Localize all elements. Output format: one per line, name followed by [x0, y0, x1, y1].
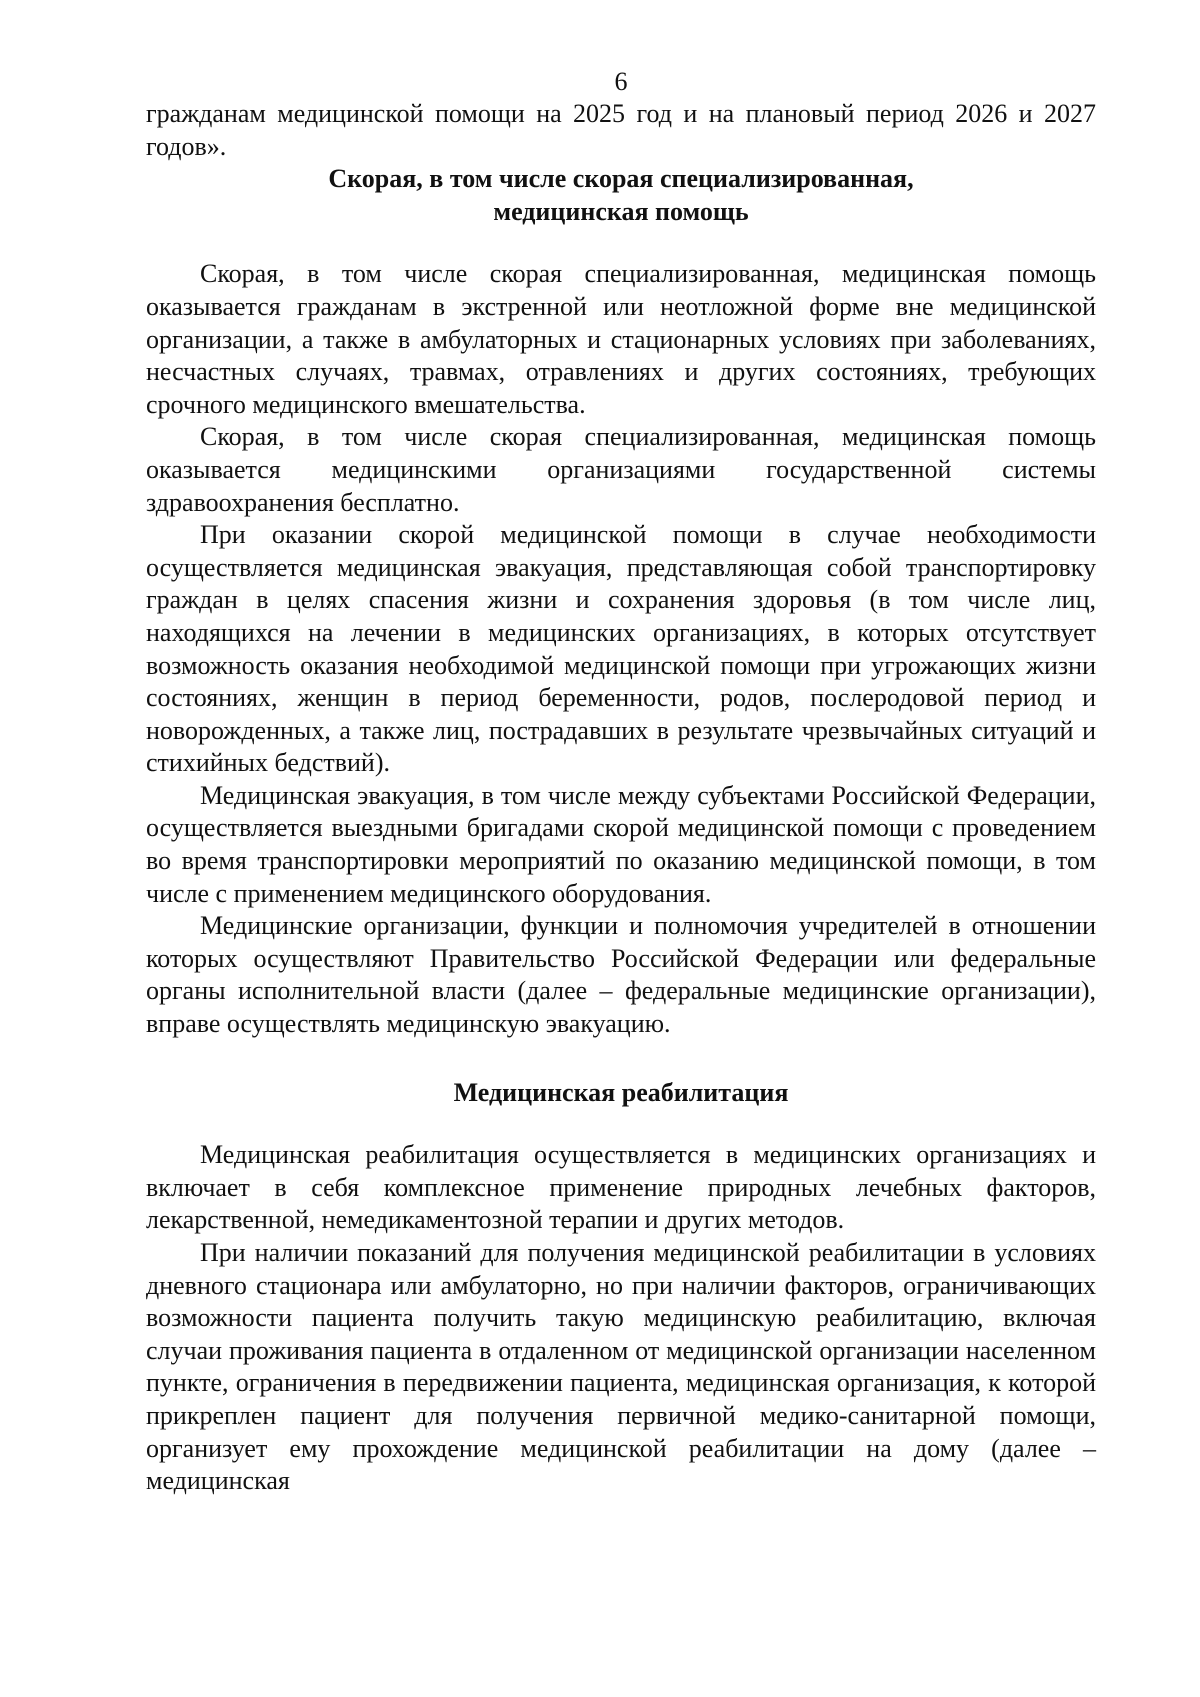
section-heading-ambulance-line2: медицинская помощь — [493, 196, 749, 226]
paragraph: Медицинская эвакуация, в том числе между субъектами Российской Федерации, осуществляется выездными бригадами скорой медицинской помощи с проведением во время транспортировки мероприятий по оказанию медицинской помощи, в том числе с применением медицинского оборудования. — [146, 780, 1096, 908]
paragraph: Скорая, в том числе скорая специализированная, медицинская помощь оказывается медицинскими организациями государственной системы здравоохранения бесплатно. — [146, 422, 1096, 517]
paragraph: Медицинская реабилитация осуществляется в медицинских организациях и включает в себя комплексное применение природных лечебных факторов, лекарственной, немедикаментозной терапии и других методов. — [146, 1140, 1096, 1235]
section-heading-ambulance-line1: Скорая, в том числе скорая специализированная, — [328, 164, 914, 194]
continuation-paragraph: гражданам медицинской помощи на 2025 год и на плановый период 2026 и 2027 годов». — [146, 99, 1096, 161]
paragraph: Медицинские организации, функции и полномочия учредителей в отношении которых осуществляют Правительство Российской Федерации или федеральные органы исполнительной власти (далее – федеральные медицинские организации), вправе осуществлять медицинскую эвакуацию. — [146, 911, 1096, 1039]
paragraph: При оказании скорой медицинской помощи в случае необходимости осуществляется медицинская эвакуация, представляющая собой транспортировку граждан в целях спасения жизни и сохранения здоровья (в том числе лиц, находящихся на лечении в медицинских организациях, в которых отсутствует возможность оказания необходимой медицинской помощи при угрожающих жизни состояниях, женщин в период беременности, родов, послеродовой период и новорожденных, а также лиц, пострадавших в результате чрезвычайных ситуаций и стихийных бедствий). — [146, 520, 1096, 778]
document-page — [146, 66, 1096, 1498]
paragraph: Скорая, в том числе скорая специализированная, медицинская помощь оказывается гражданам в экстренной или неотложной форме вне медицинской организации, а также в амбулаторных и стационарных условиях при заболеваниях, несчастных случаях, травмах, отравлениях и других состояниях, требующих срочного медицинского вмешательства. — [146, 259, 1096, 419]
paragraph: При наличии показаний для получения медицинской реабилитации в условиях дневного стационара или амбулаторно, но при наличии факторов, ограничивающих возможности пациента получить такую медицинскую реабилитацию, включая случаи проживания пациента в отдаленном от медицинской организации населенном пункте, ограничения в передвижении пациента, медицинская организация, к которой прикреплен пациент для получения первичной медико-санитарной помощи, организует ему прохождение медицинской реабилитации на дому (далее – медицинская — [146, 1238, 1096, 1496]
section-heading-rehabilitation: Медицинская реабилитация — [453, 1077, 789, 1107]
section-heading-ambulance — [146, 163, 1096, 228]
page-number: 6 — [614, 67, 628, 96]
